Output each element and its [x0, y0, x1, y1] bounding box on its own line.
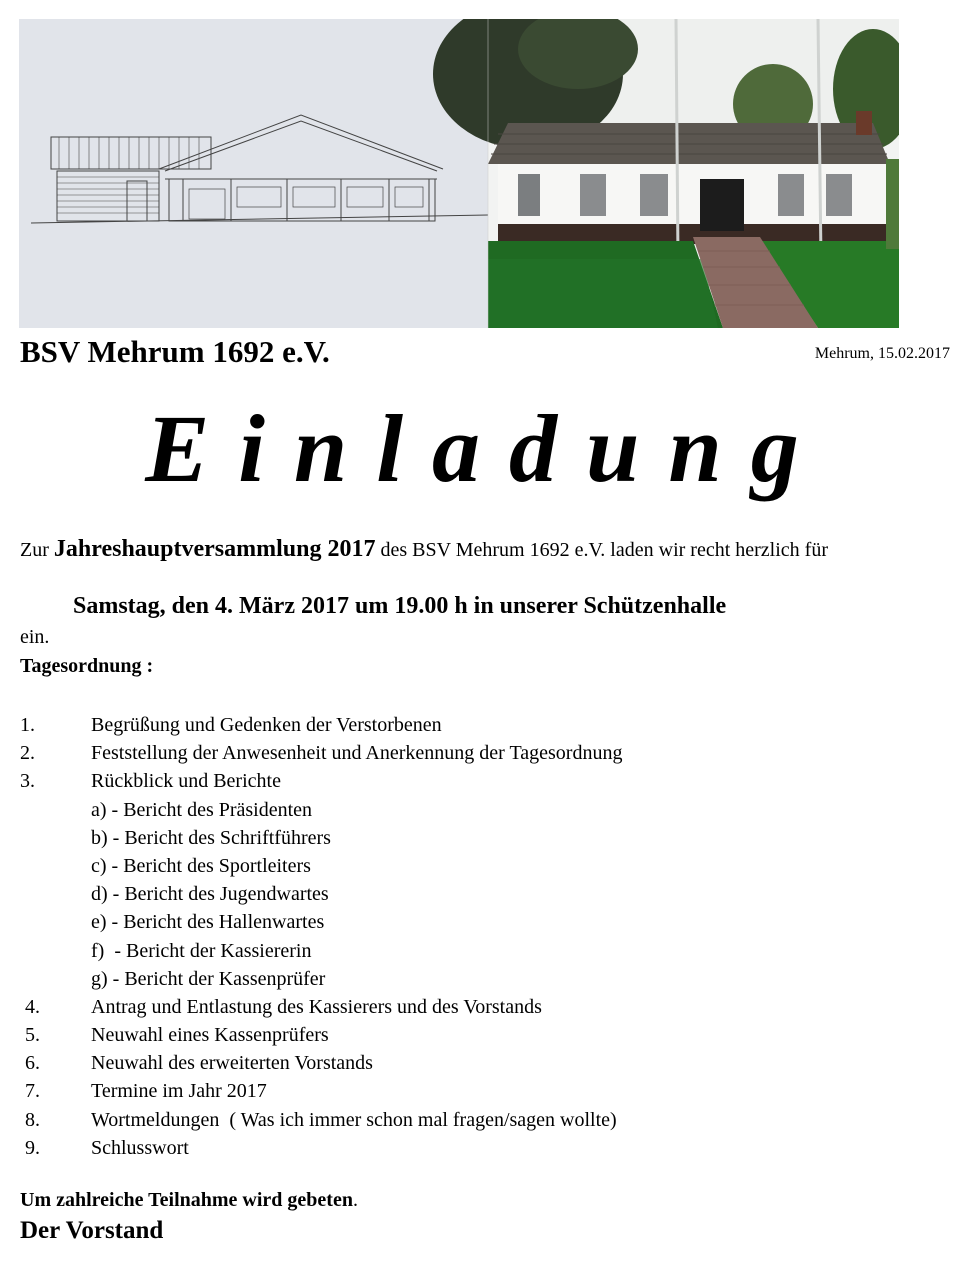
agenda-item-text: Termine im Jahr 2017 — [91, 1080, 267, 1103]
agenda-item — [20, 824, 950, 852]
agenda-item-number: 6. — [25, 1052, 40, 1075]
agenda-heading: Tagesordnung : — [20, 655, 154, 677]
agenda-item — [20, 1106, 950, 1134]
agenda-item — [20, 1134, 950, 1162]
agenda-item — [20, 767, 950, 795]
agenda-item-text: Antrag und Entlastung des Kassierers und des Vorstands — [91, 995, 542, 1018]
agenda-item-number: 5. — [25, 1024, 40, 1047]
agenda-item — [20, 711, 950, 739]
intro-prefix: Zur — [20, 539, 54, 561]
agenda-item-text: a) - Bericht des Präsidenten — [91, 798, 313, 821]
agenda-item — [20, 1021, 950, 1049]
agenda-item-text: g) - Bericht der Kassenprüfer — [91, 967, 326, 990]
place-date: Mehrum, 15.02.2017 — [814, 345, 950, 362]
agenda-item-text: Feststellung der Anwesenheit und Anerkennung der Tagesordnung — [91, 742, 623, 765]
clubhouse-photo — [433, 19, 899, 328]
agenda-item — [20, 937, 950, 965]
agenda-item — [20, 880, 950, 908]
meeting-name: Jahreshauptversammlung 2017 — [53, 536, 376, 562]
agenda-item — [20, 908, 950, 936]
agenda-item-text: Begrüßung und Gedenken der Verstorbenen — [91, 714, 442, 736]
sketch-drawing — [19, 19, 488, 328]
closing-text: Um zahlreiche Teilnahme wird gebeten — [20, 1189, 353, 1211]
header-image — [19, 19, 899, 328]
agenda-item-text: c) - Bericht des Sportleiters — [91, 854, 311, 877]
intro-suffix: des BSV Mehrum 1692 e.V. laden wir recht herzlich für — [375, 539, 828, 561]
agenda-item-text: Wortmeldungen ( Was ich immer schon mal fragen/sagen wollte) — [91, 1108, 617, 1131]
agenda-item — [20, 1077, 950, 1105]
agenda-item-number: 8. — [25, 1108, 40, 1131]
agenda-item-number: 3. — [20, 770, 35, 793]
agenda-item-number: 4. — [25, 995, 40, 1018]
agenda-item — [20, 739, 950, 767]
agenda-item-number: 2. — [20, 742, 35, 765]
agenda-item — [20, 796, 950, 824]
agenda-list — [20, 711, 950, 1162]
agenda-item-text: Schlusswort — [91, 1136, 189, 1159]
agenda-item-text: Rückblick und Berichte — [91, 770, 281, 793]
intro-ending: ein. — [20, 626, 50, 648]
agenda-item-text: f) - Bericht der Kassiererin — [91, 939, 312, 962]
signature: Der Vorstand — [20, 1217, 164, 1244]
agenda-item — [20, 965, 950, 993]
agenda-item-text: Neuwahl des erweiterten Vorstands — [91, 1052, 373, 1075]
agenda-item — [20, 1049, 950, 1077]
agenda-item-number: 1. — [20, 714, 35, 736]
club-name: BSV Mehrum 1692 e.V. — [20, 334, 330, 369]
closing-line — [20, 1189, 358, 1212]
agenda-item-text: Neuwahl eines Kassenprüfers — [91, 1024, 329, 1047]
agenda-item-text: d) - Bericht des Jugendwartes — [91, 883, 329, 906]
agenda-item-number: 7. — [25, 1080, 40, 1103]
agenda-item — [20, 993, 950, 1021]
agenda-item-text: b) - Bericht des Schriftführers — [91, 826, 331, 849]
invitation-title: Einladung — [145, 395, 828, 502]
intro-paragraph — [20, 536, 955, 564]
closing-period: . — [352, 1189, 358, 1211]
event-date-line: Samstag, den 4. März 2017 um 19.00 h in unserer Schützenhalle — [73, 593, 727, 619]
agenda-item — [20, 852, 950, 880]
agenda-item-number: 9. — [25, 1136, 40, 1159]
agenda-item-text: e) - Bericht des Hallenwartes — [91, 911, 325, 934]
